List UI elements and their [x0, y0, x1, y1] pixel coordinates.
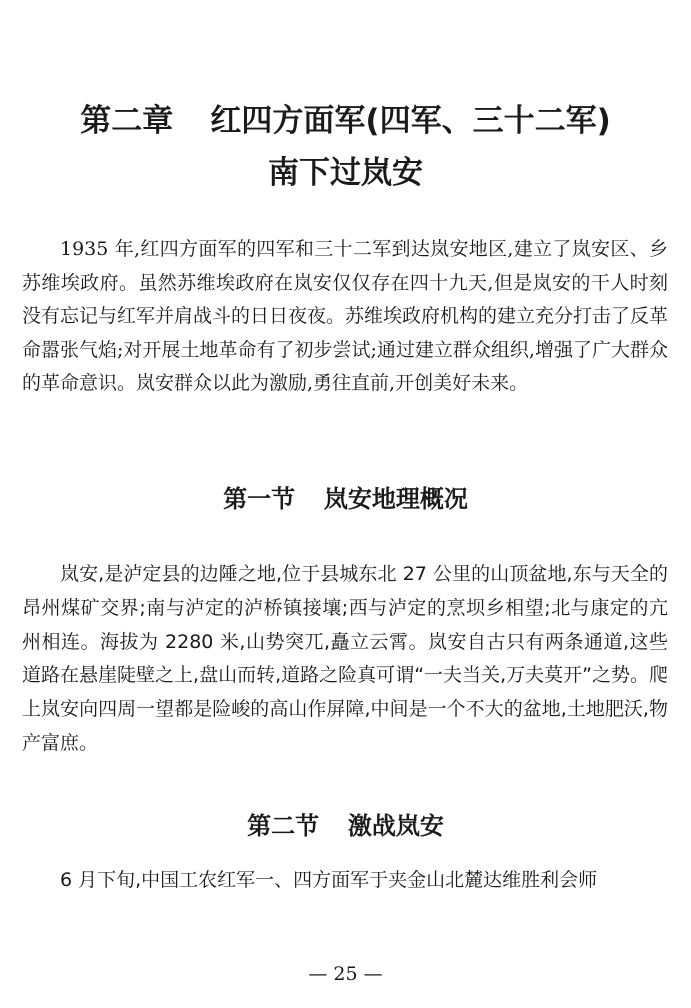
chapter-heading-line1: [30, 101, 661, 141]
section1-number: 第一节: [223, 485, 296, 513]
intro-paragraph: 1935 年,红四方面军的四军和三十二军到达岚安地区,建立了岚安区、乡苏维埃政府。虽然苏维埃政府在岚安仅仅存在四十九天,但是岚安的干人时刻没有忘记与红军并肩战斗的日日夜夜。苏维埃政府机构的建立充分打击了反革命嚣张气焰;对开展土地革命有了初步尝试;通过建立群众组织,增强了广大群众的革命意识。岚安群众以此为激励,勇往直前,开创美好未来。: [22, 238, 669, 395]
section2-title: 激战岚安: [347, 812, 444, 840]
page-number: — 25 —: [308, 963, 383, 985]
section2-heading: [30, 810, 661, 842]
section2-paragraph: 6 月下旬,中国工农红军一、四方面军于夹金山北麓达维胜利会师: [60, 869, 598, 891]
chapter-heading-line2: [30, 153, 661, 193]
section1-heading: [30, 483, 661, 515]
chapter-title-line1: 红四方面军(四军、三十二军): [210, 103, 611, 139]
section2-number: 第二节: [247, 812, 320, 840]
chapter-title-line2: 南下过岚安: [268, 155, 423, 191]
section1-paragraph: 岚安,是泸定县的边陲之地,位于县城东北 27 公里的山顶盆地,东与天全的昂州煤矿交界;南与泸定的泸桥镇接壤;西与泸定的烹坝乡相望;北与康定的亢州相连。海拔为 2280 米,山势突兀,矗立云霄。岚安自古只有两条通道,这些道路在悬崖陡壁之上,盘山而转,道路之险真可谓“一夫当关,万夫莫开”之势。爬上岚安向四周一望都是险峻的高山作屏障,中间是一个不大的盆地,土地肥沃,物产富庶。: [22, 563, 668, 754]
chapter-number: 第二章: [80, 103, 174, 139]
section1-title: 岚安地理概况: [323, 485, 468, 513]
